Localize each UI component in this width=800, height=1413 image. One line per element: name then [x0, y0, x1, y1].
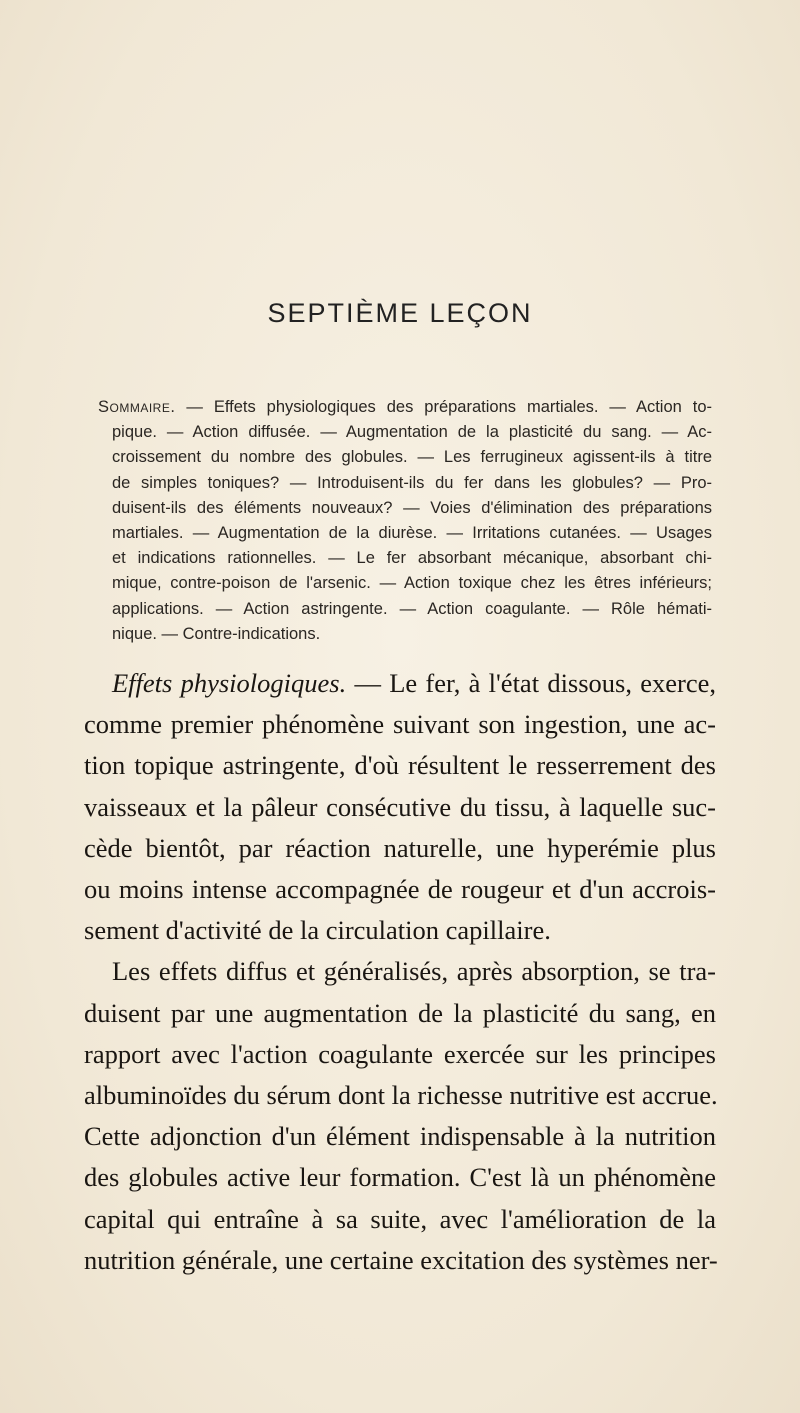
summary-block	[98, 395, 712, 647]
summary-label: Sommaire.	[98, 398, 176, 416]
paragraph-line: des globules active leur formation. C'est là un phénomène	[84, 1162, 716, 1193]
body-text	[84, 663, 716, 1281]
summary-line: nique. — Contre-indications.	[112, 624, 321, 643]
paragraph-line: sement d'activité de la circulation capillaire.	[84, 915, 551, 946]
paragraph-line: duisent par une augmentation de la plasticité du sang, en	[84, 997, 716, 1028]
summary-line: de simples toniques? — Introduisent-ils du fer dans les globules? — Pro-	[112, 473, 712, 492]
paragraph-line: tion topique astringente, d'où résultent le resserrement des	[84, 750, 716, 781]
paragraph-line: cède bientôt, par réaction naturelle, une hyperémie plus	[84, 832, 716, 863]
paragraph-line: albuminoïdes du sérum dont la richesse nutritive est accrue.	[84, 1080, 718, 1111]
summary-line: croissement du nombre des globules. — Les ferrugineux agissent-ils à titre	[112, 448, 712, 467]
summary-line: applications. — Action astringente. — Action coagulante. — Rôle hémati-	[112, 599, 712, 618]
summary-line: pique. — Action diffusée. — Augmentation de la plasticité du sang. — Ac-	[112, 423, 712, 442]
paragraph-line: vaisseaux et la pâleur consécutive du tissu, à laquelle suc-	[84, 791, 716, 822]
paragraph-line-text: — Le fer, à l'état dissous, exerce,	[346, 668, 716, 698]
paragraph-line: comme premier phénomène suivant son ingestion, une ac-	[84, 709, 716, 740]
paragraph-line: Les effets diffus et généralisés, après absorption, se tra-	[112, 956, 716, 987]
paragraph-line: Cette adjonction d'un élément indispensable à la nutrition	[84, 1121, 716, 1152]
section-heading: Effets physiologiques.	[112, 668, 347, 698]
summary-line: duisent-ils des éléments nouveaux? — Voies d'élimination des préparations	[112, 498, 712, 517]
summary-line	[98, 395, 712, 420]
paragraph-line: capital qui entraîne à sa suite, avec l'amélioration de la	[84, 1203, 716, 1234]
summary-line: mique, contre-poison de l'arsenic. — Action toxique chez les êtres inférieurs;	[112, 574, 712, 593]
summary-line: martiales. — Augmentation de la diurèse. — Irritations cutanées. — Usages	[112, 524, 712, 543]
paragraph-line: ou moins intense accompagnée de rougeur et d'un accrois-	[84, 874, 716, 905]
summary-line-text: — Effets physiologiques des préparations martiales. — Action to-	[175, 398, 712, 416]
summary-line: et indications rationnelles. — Le fer absorbant mécanique, absorbant chi-	[112, 549, 712, 568]
paragraph-line: nutrition générale, une certaine excitation des systèmes ner-	[84, 1244, 718, 1275]
paragraph-line	[84, 663, 716, 704]
paragraph-line: rapport avec l'action coagulante exercée sur les principes	[84, 1038, 716, 1069]
lesson-title: SEPTIÈME LEÇON	[267, 298, 533, 328]
